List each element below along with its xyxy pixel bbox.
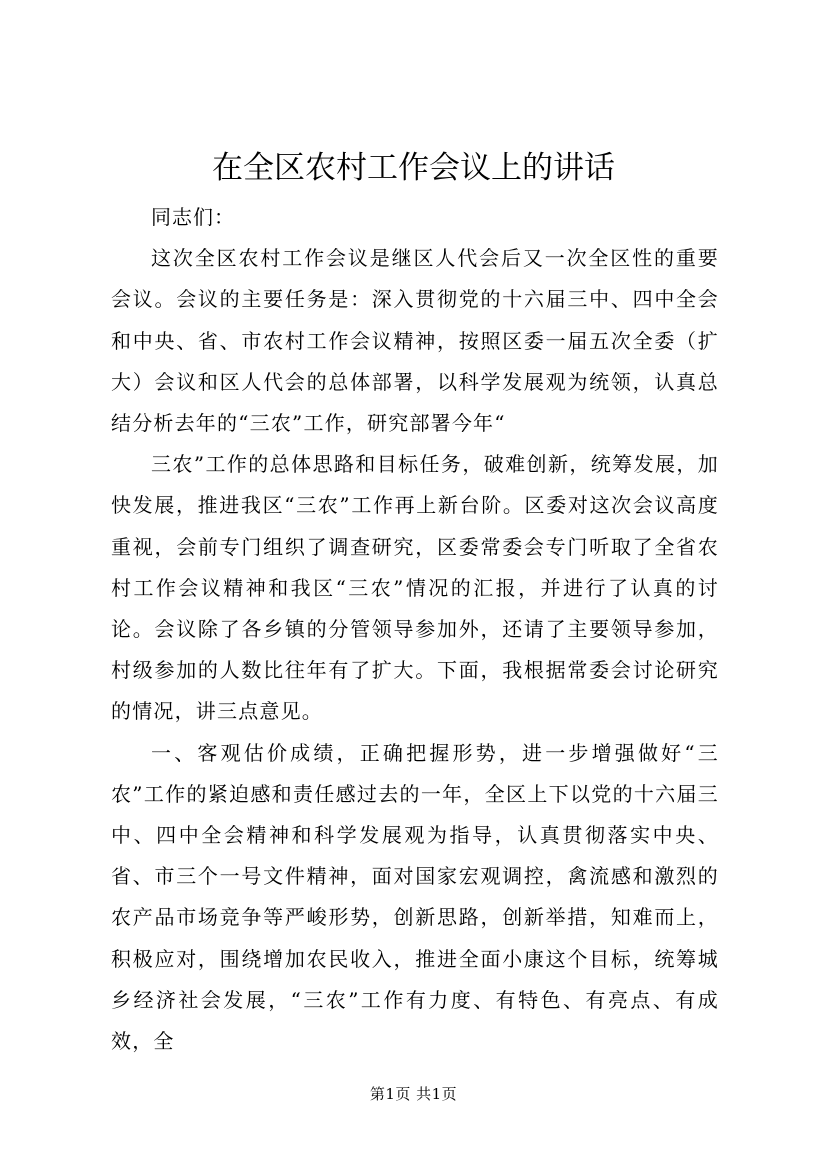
paragraph-3: 一、客观估价成绩，正确把握形势，进一步增强做好“三农”工作的紧迫感和责任感过去的一年，全区上下以党的十六届三中、四中全会精神和科学发展观为指导，认真贯彻落实中央、省、市三个一号文件精神，面对国家宏观调控，禽流感和激烈的农产品市场竞争等严峻形势，创新思路，创新举措，知难而上，积极应对，围绕增加农民收入，推进全面小康这个目标，统筹城乡经济社会发展，“三农”工作有力度、有特色、有亮点、有成效，全: [111, 740, 719, 1054]
document-body: [111, 197, 719, 1062]
paragraph-2: 三农”工作的总体思路和目标任务，破难创新，统筹发展，加快发展，推进我区“三农”工作再上新台阶。区委对这次会议高度重视，会前专门组织了调查研究，区委常委会专门听取了全省农村工作会议精神和我区“三农”情况的汇报，并进行了认真的讨论。会议除了各乡镇的分管领导参加外，还请了主要领导参加，村级参加的人数比往年有了扩大。下面，我根据常委会讨论研究的情况，讲三点意见。: [111, 452, 719, 724]
paragraph-1: 这次全区农村工作会议是继区人代会后又一次全区性的重要会议。会议的主要任务是：深入贯彻党的十六届三中、四中全会和中央、省、市农村工作会议精神，按照区委一届五次全委（扩大）会议和区人代会的总体部署，以科学发展观为统领，认真总结分析去年的“三农”工作，研究部署今年“: [111, 246, 719, 436]
salutation: 同志们：: [151, 205, 235, 229]
document-title: 在全区农村工作会议上的讲话: [212, 150, 615, 186]
page-number-footer: 第1页 共1页: [369, 1085, 458, 1103]
